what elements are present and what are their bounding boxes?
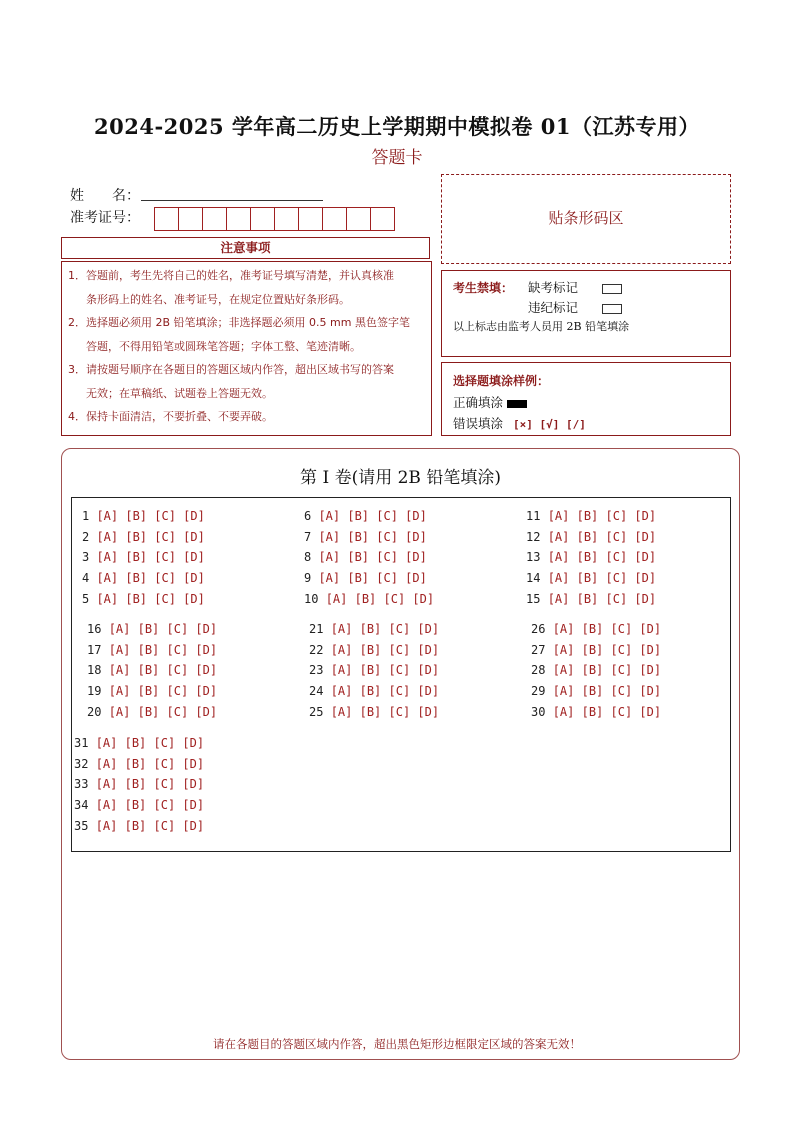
question-number: 29 bbox=[531, 684, 553, 699]
question-number: 16 bbox=[87, 622, 109, 636]
option-b-bubble[interactable]: [B] bbox=[581, 684, 611, 699]
option-d-bubble[interactable]: [D] bbox=[195, 663, 218, 678]
question-18 bbox=[87, 663, 217, 677]
question-number: 19 bbox=[87, 684, 109, 699]
option-d-bubble[interactable]: [D] bbox=[639, 684, 662, 699]
option-b-bubble[interactable]: [B] bbox=[581, 704, 611, 719]
option-d-bubble[interactable]: [D] bbox=[183, 550, 205, 565]
option-c-bubble[interactable]: [C] bbox=[154, 550, 184, 565]
option-c-bubble[interactable]: [C] bbox=[610, 704, 640, 719]
option-d-bubble[interactable]: [D] bbox=[412, 591, 435, 606]
option-b-bubble[interactable]: [B] bbox=[576, 550, 606, 565]
option-d-bubble[interactable]: [D] bbox=[195, 684, 218, 699]
option-d-bubble[interactable]: [D] bbox=[639, 663, 662, 678]
option-d-bubble[interactable]: [D] bbox=[634, 550, 657, 565]
option-d-bubble[interactable]: [D] bbox=[183, 529, 205, 544]
question-12 bbox=[526, 530, 656, 544]
notice-box bbox=[61, 261, 432, 436]
option-d-bubble[interactable]: [D] bbox=[405, 529, 427, 544]
question-24 bbox=[309, 684, 439, 698]
question-19 bbox=[87, 684, 217, 698]
option-a-bubble[interactable]: [A] bbox=[330, 663, 360, 678]
notice-heading: 注意事项 bbox=[61, 237, 430, 259]
option-d-bubble[interactable]: [D] bbox=[195, 642, 218, 657]
option-d-bubble[interactable]: [D] bbox=[417, 663, 440, 678]
option-a-bubble[interactable]: [A] bbox=[95, 756, 125, 771]
option-a-bubble[interactable]: [A] bbox=[318, 571, 348, 586]
option-c-bubble[interactable]: [C] bbox=[605, 550, 635, 565]
option-b-bubble[interactable]: [B] bbox=[137, 684, 167, 699]
option-b-bubble[interactable]: [B] bbox=[354, 591, 384, 606]
question-number: 6 bbox=[304, 509, 319, 523]
question-number: 28 bbox=[531, 663, 553, 678]
option-c-bubble[interactable]: [C] bbox=[610, 642, 640, 657]
question-number: 25 bbox=[309, 704, 331, 719]
question-number: 7 bbox=[304, 529, 319, 544]
option-a-bubble[interactable]: [A] bbox=[108, 704, 138, 719]
option-b-bubble[interactable]: [B] bbox=[576, 571, 606, 586]
option-c-bubble[interactable]: [C] bbox=[154, 591, 184, 606]
examiner-only-label: 考生禁填： bbox=[453, 281, 514, 295]
option-d-bubble[interactable]: [D] bbox=[195, 622, 218, 636]
question-number: 10 bbox=[304, 591, 326, 606]
option-b-bubble[interactable]: [B] bbox=[125, 509, 155, 523]
option-b-bubble[interactable]: [B] bbox=[125, 550, 155, 565]
option-c-bubble[interactable]: [C] bbox=[610, 663, 640, 678]
question-number: 27 bbox=[531, 642, 553, 657]
id-digit-box[interactable] bbox=[274, 207, 299, 231]
question-17 bbox=[87, 643, 217, 657]
question-34 bbox=[74, 798, 204, 812]
option-d-bubble[interactable]: [D] bbox=[639, 642, 662, 657]
page-title: 2024-2025 学年高二历史上学期期中模拟卷 01（江苏专用） bbox=[94, 114, 700, 139]
option-a-bubble[interactable]: [A] bbox=[95, 736, 125, 750]
option-d-bubble[interactable]: [D] bbox=[417, 642, 440, 657]
option-a-bubble[interactable]: [A] bbox=[108, 684, 138, 699]
question-number: 24 bbox=[309, 684, 331, 699]
wrong-marks: [×] [√] [/] bbox=[513, 418, 586, 431]
option-a-bubble[interactable]: [A] bbox=[552, 704, 582, 719]
option-b-bubble[interactable]: [B] bbox=[359, 684, 389, 699]
option-b-bubble[interactable]: [B] bbox=[581, 622, 611, 636]
footer-note: 请在各题目的答题区域内作答，超出黑色矩形边框限定区域的答案无效！ bbox=[213, 1037, 581, 1051]
notice-item-4: 4．保持卡面清洁，不要折叠、不要弄破。 bbox=[68, 410, 273, 423]
option-c-bubble[interactable]: [C] bbox=[605, 509, 635, 523]
option-b-bubble[interactable]: [B] bbox=[137, 663, 167, 678]
option-a-bubble[interactable]: [A] bbox=[547, 591, 577, 606]
notice-item-1-cont: 条形码上的姓名、准考证号，在规定位置贴好条形码。 bbox=[86, 292, 350, 306]
question-number: 4 bbox=[82, 571, 97, 586]
question-26 bbox=[531, 622, 661, 636]
option-d-bubble[interactable]: [D] bbox=[417, 704, 440, 719]
option-a-bubble[interactable]: [A] bbox=[552, 684, 582, 699]
question-29 bbox=[531, 684, 661, 698]
option-c-bubble[interactable]: [C] bbox=[605, 529, 635, 544]
absent-mark bbox=[528, 278, 622, 296]
option-d-bubble[interactable]: [D] bbox=[183, 591, 205, 606]
option-c-bubble[interactable]: [C] bbox=[388, 642, 418, 657]
option-c-bubble[interactable]: [C] bbox=[153, 798, 183, 813]
option-a-bubble[interactable]: [A] bbox=[325, 591, 355, 606]
option-a-bubble[interactable]: [A] bbox=[547, 550, 577, 565]
option-d-bubble[interactable]: [D] bbox=[405, 509, 427, 523]
option-b-bubble[interactable]: [B] bbox=[137, 642, 167, 657]
name-label: 姓 名： bbox=[70, 188, 140, 204]
question-number: 15 bbox=[526, 591, 548, 606]
question-number: 26 bbox=[531, 622, 553, 636]
option-c-bubble[interactable]: [C] bbox=[605, 571, 635, 586]
option-c-bubble[interactable]: [C] bbox=[383, 591, 413, 606]
option-b-bubble[interactable]: [B] bbox=[124, 756, 154, 771]
question-number: 32 bbox=[74, 756, 96, 771]
option-c-bubble[interactable]: [C] bbox=[153, 756, 183, 771]
option-a-bubble[interactable]: [A] bbox=[95, 798, 125, 813]
id-digit-box[interactable] bbox=[226, 207, 251, 231]
option-d-bubble[interactable]: [D] bbox=[634, 509, 657, 523]
option-a-bubble[interactable]: [A] bbox=[96, 529, 126, 544]
question-number: 23 bbox=[309, 663, 331, 678]
question-4 bbox=[82, 571, 205, 585]
id-label: 准考证号： bbox=[70, 210, 140, 226]
question-15 bbox=[526, 592, 656, 606]
option-b-bubble[interactable]: [B] bbox=[359, 642, 389, 657]
option-a-bubble[interactable]: [A] bbox=[108, 622, 138, 636]
id-digit-box[interactable] bbox=[346, 207, 371, 231]
option-d-bubble[interactable]: [D] bbox=[182, 756, 205, 771]
option-b-bubble[interactable]: [B] bbox=[347, 550, 377, 565]
option-d-bubble[interactable]: [D] bbox=[417, 684, 440, 699]
question-28 bbox=[531, 663, 661, 677]
question-number: 14 bbox=[526, 571, 548, 586]
question-13 bbox=[526, 550, 656, 564]
option-a-bubble[interactable]: [A] bbox=[547, 571, 577, 586]
option-a-bubble[interactable]: [A] bbox=[547, 509, 577, 523]
absent-label: 缺考标记 bbox=[528, 280, 579, 295]
correct-fill-example bbox=[453, 393, 527, 411]
option-b-bubble[interactable]: [B] bbox=[581, 642, 611, 657]
option-c-bubble[interactable]: [C] bbox=[166, 622, 196, 636]
option-a-bubble[interactable]: [A] bbox=[96, 591, 126, 606]
question-31 bbox=[74, 736, 204, 750]
option-d-bubble[interactable]: [D] bbox=[183, 509, 205, 523]
option-b-bubble[interactable]: [B] bbox=[125, 571, 155, 586]
question-11 bbox=[526, 509, 656, 523]
notice-item-3-cont: 无效；在草稿纸、试题卷上答题无效。 bbox=[86, 386, 273, 400]
notice-item-3: 3．请按题号顺序在各题目的答题区域内作答，超出区域书写的答案 bbox=[68, 363, 394, 376]
option-b-bubble[interactable]: [B] bbox=[347, 529, 377, 544]
question-number: 18 bbox=[87, 663, 109, 678]
fill-sample-label: 选择题填涂样例： bbox=[453, 374, 550, 388]
option-c-bubble[interactable]: [C] bbox=[376, 571, 406, 586]
notice-item-1: 1．答题前，考生先将自己的姓名，准考证号填写清楚，并认真核准 bbox=[68, 269, 394, 282]
id-digit-box[interactable] bbox=[154, 207, 179, 231]
option-a-bubble[interactable]: [A] bbox=[318, 550, 348, 565]
question-number: 22 bbox=[309, 642, 331, 657]
option-c-bubble[interactable]: [C] bbox=[166, 704, 196, 719]
option-d-bubble[interactable]: [D] bbox=[182, 777, 205, 792]
question-16 bbox=[87, 622, 217, 636]
question-number: 33 bbox=[74, 777, 96, 792]
option-b-bubble[interactable]: [B] bbox=[137, 704, 167, 719]
option-c-bubble[interactable]: [C] bbox=[154, 509, 184, 523]
option-a-bubble[interactable]: [A] bbox=[96, 509, 126, 523]
option-c-bubble[interactable]: [C] bbox=[376, 550, 406, 565]
question-number: 2 bbox=[82, 529, 97, 544]
option-d-bubble[interactable]: [D] bbox=[195, 704, 218, 719]
option-d-bubble[interactable]: [D] bbox=[182, 818, 205, 833]
option-c-bubble[interactable]: [C] bbox=[388, 663, 418, 678]
fill-sample-box bbox=[441, 362, 731, 436]
option-c-bubble[interactable]: [C] bbox=[610, 684, 640, 699]
option-a-bubble[interactable]: [A] bbox=[95, 777, 125, 792]
question-3 bbox=[82, 550, 205, 564]
question-5 bbox=[82, 592, 205, 606]
question-number: 31 bbox=[74, 736, 96, 750]
option-a-bubble[interactable]: [A] bbox=[96, 550, 126, 565]
option-b-bubble[interactable]: [B] bbox=[125, 529, 155, 544]
section-one-title: 第 I 卷(请用 2B 铅笔填涂) bbox=[300, 468, 501, 488]
option-c-bubble[interactable]: [C] bbox=[153, 818, 183, 833]
option-c-bubble[interactable]: [C] bbox=[166, 663, 196, 678]
filled-mark-icon bbox=[507, 400, 527, 408]
question-number: 1 bbox=[82, 509, 97, 523]
question-1 bbox=[82, 509, 205, 523]
id-digit-box[interactable] bbox=[250, 207, 275, 231]
question-32 bbox=[74, 757, 204, 771]
option-b-bubble[interactable]: [B] bbox=[576, 529, 606, 544]
option-c-bubble[interactable]: [C] bbox=[154, 529, 184, 544]
option-a-bubble[interactable]: [A] bbox=[330, 684, 360, 699]
question-2 bbox=[82, 530, 205, 544]
examiner-only-box bbox=[441, 270, 731, 357]
id-digit-box[interactable] bbox=[322, 207, 347, 231]
id-number-boxes[interactable] bbox=[154, 207, 394, 231]
option-c-bubble[interactable]: [C] bbox=[610, 622, 640, 636]
question-number: 12 bbox=[526, 529, 548, 544]
option-d-bubble[interactable]: [D] bbox=[417, 622, 440, 636]
option-c-bubble[interactable]: [C] bbox=[166, 684, 196, 699]
question-30 bbox=[531, 705, 661, 719]
answer-grid bbox=[71, 497, 731, 852]
question-number: 9 bbox=[304, 571, 319, 586]
id-digit-box[interactable] bbox=[178, 207, 203, 231]
option-d-bubble[interactable]: [D] bbox=[405, 550, 427, 565]
question-number: 8 bbox=[304, 550, 319, 565]
violation-mark bbox=[528, 298, 622, 316]
question-number: 11 bbox=[526, 509, 548, 523]
page-subtitle: 答题卡 bbox=[371, 148, 423, 168]
question-22 bbox=[309, 643, 439, 657]
option-b-bubble[interactable]: [B] bbox=[124, 818, 154, 833]
option-b-bubble[interactable]: [B] bbox=[576, 509, 606, 523]
option-c-bubble[interactable]: [C] bbox=[153, 736, 183, 750]
option-b-bubble[interactable]: [B] bbox=[581, 663, 611, 678]
option-d-bubble[interactable]: [D] bbox=[639, 622, 662, 636]
question-number: 20 bbox=[87, 704, 109, 719]
option-b-bubble[interactable]: [B] bbox=[124, 777, 154, 792]
option-a-bubble[interactable]: [A] bbox=[96, 571, 126, 586]
option-d-bubble[interactable]: [D] bbox=[639, 704, 662, 719]
option-d-bubble[interactable]: [D] bbox=[182, 798, 205, 813]
wrong-fill-label: 错误填涂 bbox=[453, 416, 504, 431]
option-c-bubble[interactable]: [C] bbox=[376, 509, 406, 523]
question-number: 30 bbox=[531, 704, 553, 719]
option-b-bubble[interactable]: [B] bbox=[359, 663, 389, 678]
option-c-bubble[interactable]: [C] bbox=[388, 684, 418, 699]
wrong-fill-example bbox=[453, 414, 586, 432]
option-a-bubble[interactable]: [A] bbox=[330, 622, 360, 636]
option-b-bubble[interactable]: [B] bbox=[576, 591, 606, 606]
question-9 bbox=[304, 571, 427, 585]
question-number: 3 bbox=[82, 550, 97, 565]
violation-label: 违纪标记 bbox=[528, 300, 579, 315]
question-35 bbox=[74, 819, 204, 833]
barcode-area: 贴条形码区 bbox=[441, 174, 731, 264]
option-d-bubble[interactable]: [D] bbox=[634, 571, 657, 586]
option-c-bubble[interactable]: [C] bbox=[166, 642, 196, 657]
option-a-bubble[interactable]: [A] bbox=[330, 642, 360, 657]
option-b-bubble[interactable]: [B] bbox=[359, 704, 389, 719]
name-field[interactable] bbox=[141, 200, 323, 201]
option-c-bubble[interactable]: [C] bbox=[153, 777, 183, 792]
notice-item-2: 2．选择题必须用 2B 铅笔填涂；非选择题必须用 0.5 mm 黑色签字笔 bbox=[68, 316, 410, 329]
option-d-bubble[interactable]: [D] bbox=[405, 571, 427, 586]
option-c-bubble[interactable]: [C] bbox=[388, 704, 418, 719]
question-number: 21 bbox=[309, 622, 331, 636]
question-33 bbox=[74, 777, 204, 791]
option-a-bubble[interactable]: [A] bbox=[108, 642, 138, 657]
question-8 bbox=[304, 550, 427, 564]
question-21 bbox=[309, 622, 439, 636]
question-20 bbox=[87, 705, 217, 719]
option-a-bubble[interactable]: [A] bbox=[552, 622, 582, 636]
question-10 bbox=[304, 592, 434, 606]
question-number: 13 bbox=[526, 550, 548, 565]
option-c-bubble[interactable]: [C] bbox=[605, 591, 635, 606]
question-number: 34 bbox=[74, 798, 96, 813]
option-a-bubble[interactable]: [A] bbox=[318, 509, 348, 523]
option-a-bubble[interactable]: [A] bbox=[95, 818, 125, 833]
option-b-bubble[interactable]: [B] bbox=[347, 571, 377, 586]
examiner-note: 以上标志由监考人员用 2B 铅笔填涂 bbox=[453, 320, 630, 333]
option-d-bubble[interactable]: [D] bbox=[183, 571, 205, 586]
option-a-bubble[interactable]: [A] bbox=[108, 663, 138, 678]
id-digit-box[interactable] bbox=[370, 207, 395, 231]
question-number: 5 bbox=[82, 591, 97, 606]
question-14 bbox=[526, 571, 656, 585]
option-d-bubble[interactable]: [D] bbox=[634, 591, 657, 606]
option-c-bubble[interactable]: [C] bbox=[154, 571, 184, 586]
correct-fill-label: 正确填涂 bbox=[453, 395, 504, 410]
question-27 bbox=[531, 643, 661, 657]
absent-checkbox[interactable] bbox=[602, 284, 622, 294]
option-d-bubble[interactable]: [D] bbox=[182, 736, 205, 750]
question-number: 17 bbox=[87, 642, 109, 657]
option-a-bubble[interactable]: [A] bbox=[552, 663, 582, 678]
option-b-bubble[interactable]: [B] bbox=[124, 736, 154, 750]
option-a-bubble[interactable]: [A] bbox=[330, 704, 360, 719]
violation-checkbox[interactable] bbox=[602, 304, 622, 314]
option-d-bubble[interactable]: [D] bbox=[634, 529, 657, 544]
id-digit-box[interactable] bbox=[298, 207, 323, 231]
question-25 bbox=[309, 705, 439, 719]
option-b-bubble[interactable]: [B] bbox=[359, 622, 389, 636]
question-23 bbox=[309, 663, 439, 677]
notice-item-2-cont: 答题，不得用铅笔或圆珠笔答题；字体工整、笔迹清晰。 bbox=[86, 339, 361, 353]
option-b-bubble[interactable]: [B] bbox=[124, 798, 154, 813]
option-b-bubble[interactable]: [B] bbox=[347, 509, 377, 523]
question-number: 35 bbox=[74, 818, 96, 833]
question-7 bbox=[304, 530, 427, 544]
option-a-bubble[interactable]: [A] bbox=[547, 529, 577, 544]
option-c-bubble[interactable]: [C] bbox=[388, 622, 418, 636]
option-b-bubble[interactable]: [B] bbox=[125, 591, 155, 606]
question-6 bbox=[304, 509, 427, 523]
id-digit-box[interactable] bbox=[202, 207, 227, 231]
option-a-bubble[interactable]: [A] bbox=[318, 529, 348, 544]
option-b-bubble[interactable]: [B] bbox=[137, 622, 167, 636]
option-a-bubble[interactable]: [A] bbox=[552, 642, 582, 657]
option-c-bubble[interactable]: [C] bbox=[376, 529, 406, 544]
